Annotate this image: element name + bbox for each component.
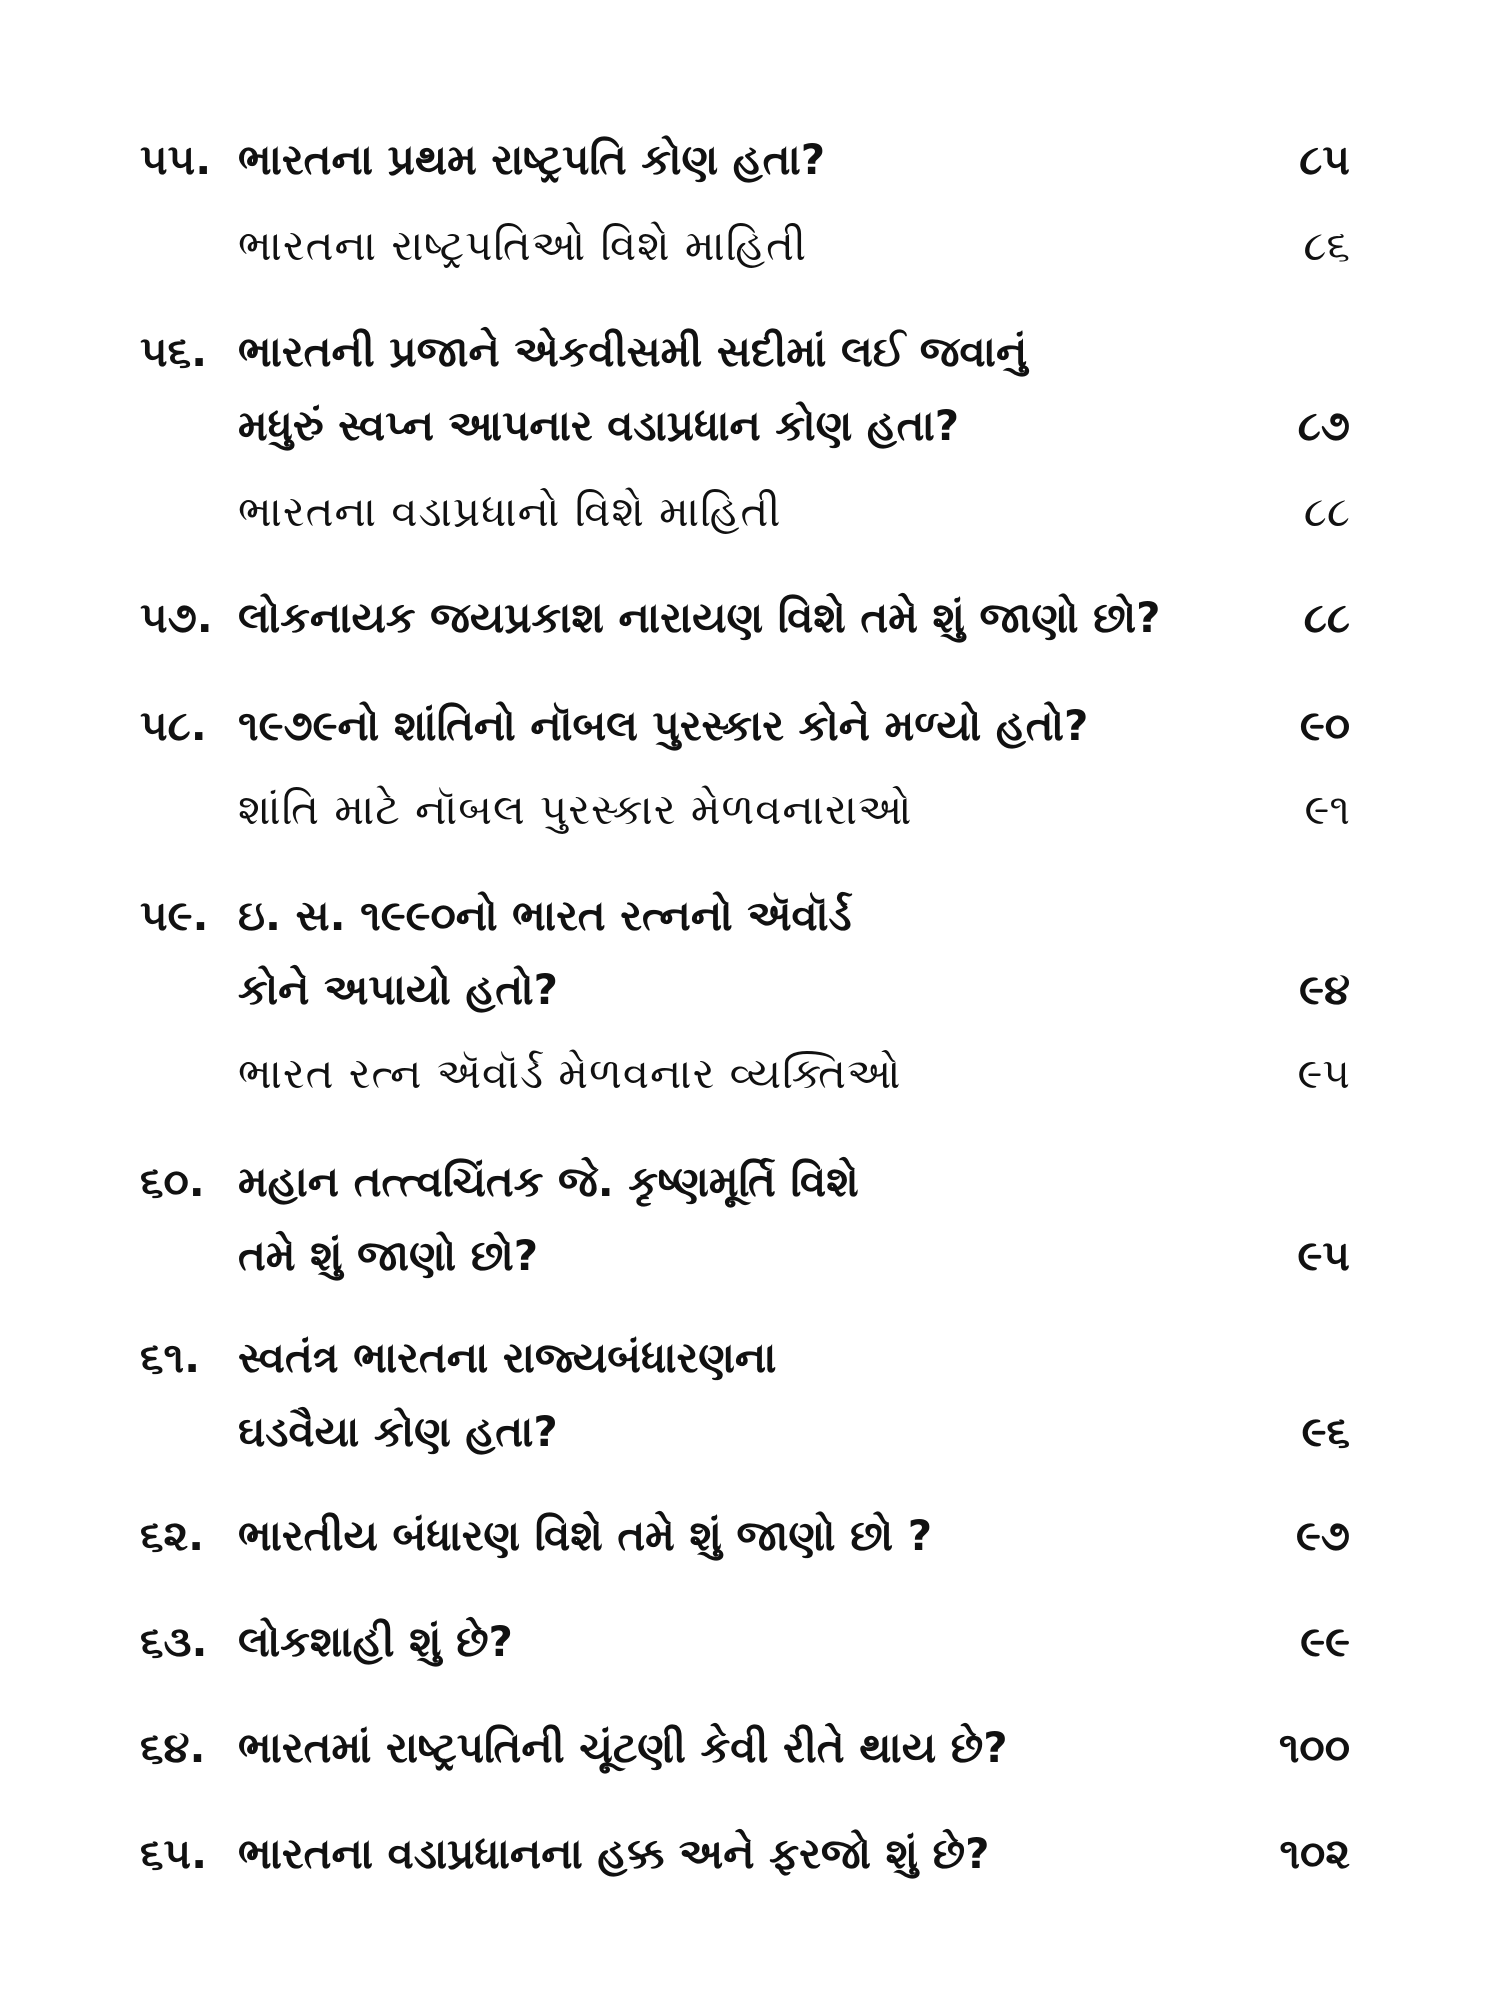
- toc-entry-55[interactable]: [0, 124, 1500, 196]
- toc-entry-59-cont[interactable]: [0, 954, 1500, 1026]
- subentry-page: ૯૫: [1297, 1049, 1350, 1098]
- subentry-page: ૮૬: [1303, 221, 1350, 270]
- entry-number: ૬૧.: [140, 1333, 201, 1382]
- toc-entry-57[interactable]: [0, 582, 1500, 654]
- entry-page: ૮૫: [1299, 135, 1350, 184]
- toc-entry-56-cont[interactable]: [0, 390, 1500, 462]
- subentry-title: ભારતના વડાપ્રધાનો વિશે માહિતી: [238, 487, 782, 536]
- toc-entry-64[interactable]: [0, 1712, 1500, 1784]
- entry-number: ૬૪.: [140, 1723, 206, 1772]
- entry-page: ૯૬: [1301, 1407, 1350, 1456]
- entry-title: ૧૯૭૯નો શાંતિનો નૉબલ પુરસ્કાર કોને મળ્યો હતો?: [238, 701, 1089, 750]
- toc-entry-61[interactable]: [0, 1322, 1500, 1394]
- entry-title: ભારતીય બંધારણ વિશે તમે શું જાણો છો ?: [238, 1511, 933, 1560]
- entry-number: ૬૫.: [140, 1829, 208, 1878]
- entry-number: ૫૬.: [140, 327, 208, 376]
- toc-entry-61-cont[interactable]: [0, 1396, 1500, 1468]
- entry-title: સ્વતંત્ર ભારતના રાજ્યબંધારણના: [238, 1333, 777, 1382]
- entry-title: ભારતમાં રાષ્ટ્રપતિની ચૂંટણી કેવી રીતે થાય છે?: [238, 1723, 1008, 1772]
- subentry-page: ૮૮: [1303, 487, 1350, 536]
- toc-entry-60-cont[interactable]: [0, 1220, 1500, 1292]
- toc-entry-60[interactable]: [0, 1146, 1500, 1218]
- entry-page: ૧૦૦: [1278, 1723, 1350, 1772]
- toc-entry-62[interactable]: [0, 1500, 1500, 1572]
- entry-title-continued: ઘડવૈયા કોણ હતા?: [238, 1407, 558, 1456]
- entry-page: ૯૯: [1300, 1617, 1350, 1666]
- entry-number: ૫૯.: [140, 891, 209, 940]
- subentry-page: ૯૧: [1304, 785, 1350, 834]
- toc-entry-63[interactable]: [0, 1606, 1500, 1678]
- entry-page: ૮૮: [1303, 593, 1350, 642]
- toc-entry-59[interactable]: [0, 880, 1500, 952]
- entry-number: ૫૭.: [140, 593, 213, 642]
- entry-number: ૫૫.: [140, 135, 212, 184]
- entry-page: ૧૦૨: [1279, 1829, 1350, 1878]
- entry-title: લોકશાહી શું છે?: [238, 1617, 513, 1666]
- entry-title-continued: મધુરું સ્વપ્ન આપનાર વડાપ્રધાન કોણ હતા?: [238, 401, 960, 450]
- toc-subentry-58[interactable]: [0, 774, 1500, 846]
- entry-number: ૫૮.: [140, 701, 207, 750]
- entry-page: ૯૭: [1295, 1511, 1350, 1560]
- subentry-title: ભારતના રાષ્ટ્રપતિઓ વિશે માહિતી: [238, 221, 808, 270]
- toc-entry-58[interactable]: [0, 690, 1500, 762]
- toc-subentry-56[interactable]: [0, 476, 1500, 548]
- toc-entry-65[interactable]: [0, 1818, 1500, 1890]
- toc-subentry-59[interactable]: [0, 1038, 1500, 1110]
- entry-page: ૯૪: [1299, 965, 1350, 1014]
- toc-subentry-55[interactable]: [0, 210, 1500, 282]
- subentry-title: ભારત રત્ન ઍવૉર્ડ મેળવનાર વ્યક્તિઓ: [238, 1049, 902, 1098]
- entry-page: ૯૦: [1299, 701, 1350, 750]
- entry-title: મહાન તત્ત્વચિંતક જે. કૃષ્ણમૂર્તિ વિશે: [238, 1157, 859, 1206]
- entry-title: ભારતની પ્રજાને એકવીસમી સદીમાં લઈ જવાનું: [238, 327, 1028, 376]
- entry-title: ભારતના વડાપ્રધાનના હક્ક અને ફરજો શું છે?: [238, 1829, 990, 1878]
- entry-title: ઇ. સ. ૧૯૯૦નો ભારત રત્નનો ઍવૉર્ડ: [238, 891, 852, 940]
- entry-title-continued: કોને અપાયો હતો?: [238, 965, 559, 1014]
- toc-entry-56[interactable]: [0, 316, 1500, 388]
- entry-title-continued: તમે શું જાણો છો?: [238, 1231, 539, 1280]
- entry-page: ૯૫: [1297, 1231, 1350, 1280]
- entry-title: ભારતના પ્રથમ રાષ્ટ્રપતિ કોણ હતા?: [238, 135, 826, 184]
- entry-number: ૬૦.: [140, 1157, 205, 1206]
- entry-title: લોકનાયક જયપ્રકાશ નારાયણ વિશે તમે શું જાણો છો?: [238, 593, 1161, 642]
- entry-page: ૮૭: [1297, 401, 1350, 450]
- subentry-title: શાંતિ માટે નૉબલ પુરસ્કાર મેળવનારાઓ: [238, 785, 913, 834]
- entry-number: ૬૩.: [140, 1617, 208, 1666]
- entry-number: ૬૨.: [140, 1511, 205, 1560]
